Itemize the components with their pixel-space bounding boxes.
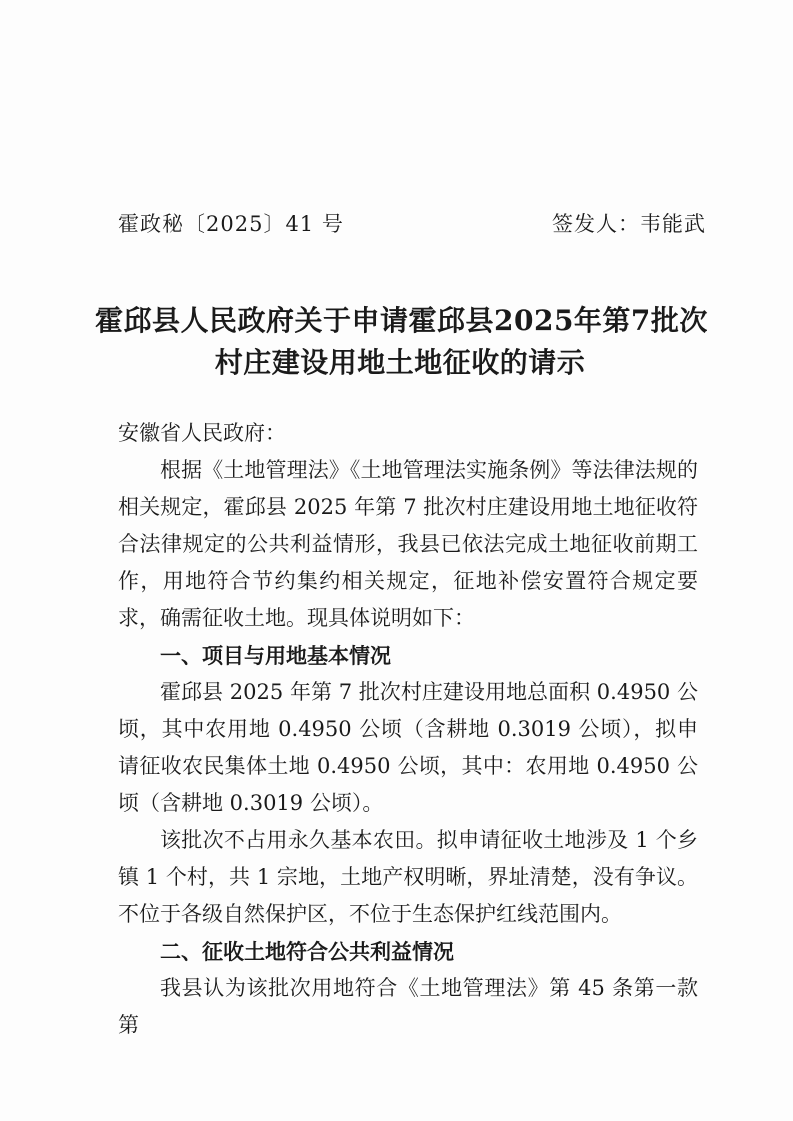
document-header: [118, 208, 706, 238]
title-line-2: 村庄建设用地土地征收的请示: [214, 346, 586, 379]
paragraph-land-status: 该批次不占用永久基本农田。拟申请征收土地涉及 1 个乡镇 1 个村，共 1 宗地，土地产权明晰，界址清楚，没有争议。不位于各级自然保护区，不位于生态保护红线范围内。: [118, 828, 698, 926]
paragraph-public-interest: 我县认为该批次用地符合《土地管理法》第 45 条第一款第: [118, 976, 698, 1037]
paragraph-land-area: 霍邱县 2025 年第 7 批次村庄建设用地总面积 0.4950 公顷，其中农用地 0.4950 公顷（含耕地 0.3019 公顷），拟申请征收农民集体土地 0.4950 公顷，其中：农用地 0.4950 公顷（含耕地 0.3019 公顷）。: [118, 680, 698, 815]
paragraph-intro: 根据《土地管理法》《土地管理法实施条例》等法律法规的相关规定，霍邱县 2025 年第 7 批次村庄建设用地土地征收符合法律规定的公共利益情形，我县已依法完成土地征收前期工作，用地符合节约集约相关规定，征地补偿安置符合规定要求，确需征收土地。现具体说明如下：: [118, 458, 698, 630]
title-line-1: 霍邱县人民政府关于申请霍邱县2025年第7批次: [95, 304, 708, 337]
section-heading-2: 二、征收土地符合公共利益情况: [160, 939, 454, 964]
document-body: [118, 415, 698, 1044]
document-title: [95, 300, 708, 384]
salutation: 安徽省人民政府：: [118, 421, 286, 445]
issuer-signature: 签发人：韦能武: [552, 212, 706, 236]
document-number: 霍政秘〔2025〕41 号: [118, 212, 344, 236]
section-heading-1: 一、项目与用地基本情况: [160, 643, 391, 668]
